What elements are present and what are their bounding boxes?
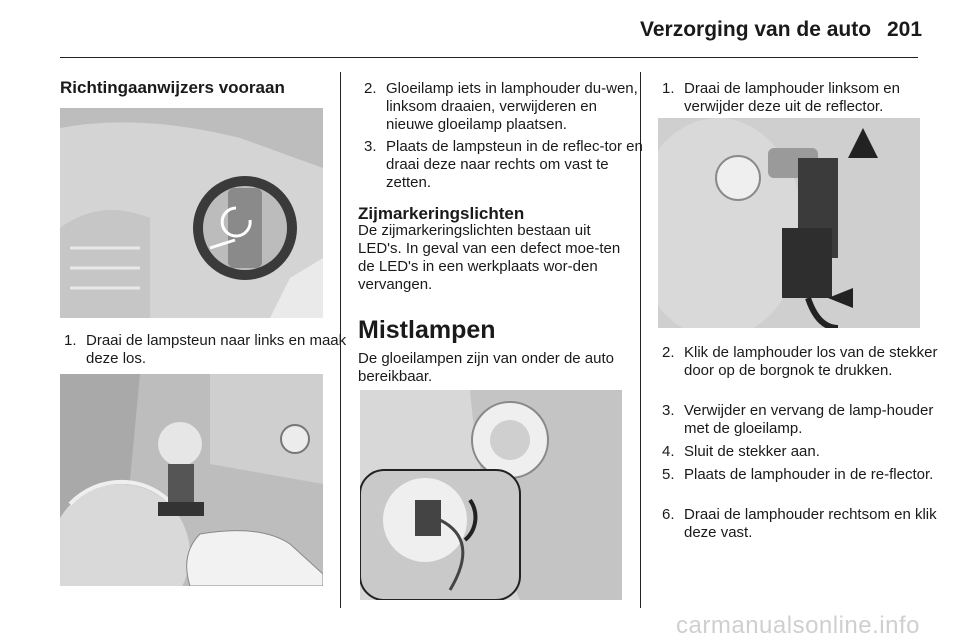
watermark: carmanualsonline.info bbox=[676, 612, 920, 639]
step-1-rotate-support: 1. Draai de lampsteun naar links en maak deze los. bbox=[64, 332, 347, 367]
step-2-release-holder: 2. Klik de lamphouder los van de stekker door op de borgnok te drukken. bbox=[662, 344, 938, 379]
step-2-replace-bulb: 2. Gloeilamp iets in lamphouder du-wen, linksom draaien, verwijderen en nieuwe gloeilamp plaatsen. bbox=[364, 80, 638, 133]
illustration-lamp-support bbox=[60, 108, 323, 318]
fog-lamps-heading: Mistlampen bbox=[358, 316, 496, 344]
step-5-refit-holder: 5. Plaats de lamphouder in de re-flector. bbox=[662, 466, 934, 483]
illustration-fog-lamp bbox=[360, 390, 622, 600]
fog-lamps-text: De gloeilampen zijn van onder de auto bereikbaar. bbox=[358, 350, 615, 385]
section-heading: Richtingaanwijzers vooraan bbox=[60, 78, 285, 97]
step-3-replace-holder: 3. Verwijder en vervang de lamp-houder met de gloeilamp. bbox=[662, 402, 934, 437]
side-marker-text: De zijmarkeringslichten bestaan uit LED's. In geval van een defect moe-ten de LED's in een werkplaats wor-den vervangen. bbox=[358, 222, 621, 293]
page-number: 201 bbox=[887, 18, 923, 41]
step-3-refit-support: 3. Plaats de lampsteun in de reflec-tor en draai deze naar rechts om vast te zetten. bbox=[364, 138, 643, 191]
step-6-lock-holder: 6. Draai de lamphouder rechtsom en klik deze vast. bbox=[662, 506, 937, 541]
step-4-connect-plug: 4. Sluit de stekker aan. bbox=[662, 443, 820, 460]
step-1-remove-holder: 1. Draai de lamphouder linksom en verwijder deze uit de reflector. bbox=[662, 80, 900, 115]
illustration-bulb-holder-hand bbox=[60, 374, 323, 586]
side-marker-heading: Zijmarkeringslichten bbox=[358, 204, 525, 223]
illustration-fog-lamp-holder bbox=[658, 118, 920, 328]
header-rule bbox=[60, 57, 918, 58]
page-header-title: Verzorging van de auto bbox=[640, 18, 872, 41]
